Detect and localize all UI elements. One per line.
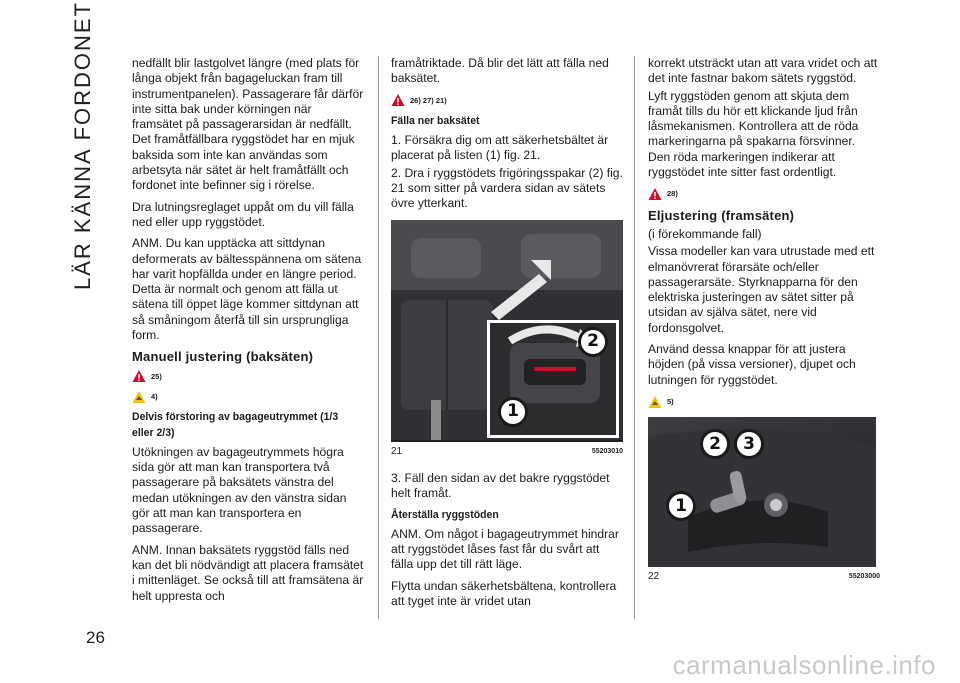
figure-code: 55203010	[591, 447, 623, 455]
callout-1: 1	[498, 397, 528, 427]
warning-ref-number: 28)	[667, 189, 678, 199]
paragraph: ANM. Du kan upptäcka att sittdynan deformerats av bältesspännena om sätena har varit hopfällda under en längre period. Detta är normalt och genom att fälla ut sätena till öppet läge kommer sittdynan att så småningom återfå till sin ursprungliga form.	[132, 236, 362, 343]
callout-2: 2	[578, 327, 608, 357]
warning-triangle-icon	[391, 93, 405, 107]
subheading: Återställa ryggstöden	[391, 508, 499, 521]
paragraph: ANM. Innan baksätets ryggstöd fälls ned kan det bli nödvändigt att placera framsätet i mittenläget. Se också till att framsätena är helt uppresta och	[132, 542, 364, 603]
section-heading: Eljustering (framsäten)	[648, 207, 795, 223]
figure-caption	[391, 444, 623, 459]
column-2	[391, 56, 623, 615]
subheading: Fälla ner baksätet	[391, 114, 480, 127]
figure-number: 21	[391, 445, 403, 457]
paragraph: framåtriktade. Då blir det lätt att fälla ned baksätet.	[391, 56, 609, 86]
note-triangle-icon	[648, 395, 662, 409]
paragraph: 2. Dra i ryggstödets frigöringsspakar (2) fig. 21 som sitter på vardera sidan av sätets övre ytterkant.	[391, 165, 623, 211]
page-number: 26	[86, 628, 105, 647]
figure-21-inset	[487, 320, 619, 438]
section-heading: Manuell justering (baksäten)	[132, 349, 314, 365]
column-divider	[378, 56, 379, 619]
column-3	[648, 56, 880, 597]
paragraph: Dra lutningsreglaget uppåt om du vill fälla ned eller upp ryggstödet.	[132, 199, 354, 229]
warning-reference	[648, 186, 880, 201]
column-divider	[634, 56, 635, 619]
note-triangle-icon	[132, 390, 146, 404]
warning-triangle-icon	[132, 369, 146, 383]
paragraph: Utökningen av bagageutrymmets högra sida gör att man kan transportera två passagerare på baksätets vänstra del medan utökningen av den vänstra sidan gör att man kan transportera en passagerare.	[132, 444, 347, 536]
warning-reference	[132, 369, 364, 384]
figure-code: 55203000	[848, 573, 880, 581]
column-1	[132, 56, 364, 610]
note-reference	[648, 394, 880, 409]
paragraph: ANM. Om något i bagageutrymmet hindrar att ryggstödet låses fast får du svårt att fälla upp det till rätt läge.	[391, 526, 619, 572]
note-ref-number: 5)	[667, 396, 674, 406]
paragraph: Lyft ryggstöden genom att skjuta dem framåt tills du hör ett klickande ljud från låsmekanismen. Kontrollera att de röda markeringarna på spakarna försvinner. Den röda markeringen indikerar att ryggstödet inte sitter fast ordentligt.	[648, 88, 859, 180]
side-title: LÄR KÄNNA FORDONET	[70, 0, 95, 290]
figure-21-photo	[391, 220, 623, 442]
warning-ref-numbers: 26) 27) 21)	[410, 95, 447, 105]
callout-1: 1	[666, 491, 696, 521]
callout-2: 2	[700, 429, 730, 459]
watermark: carmanualsonline.info	[672, 650, 936, 680]
paragraph: 1. Försäkra dig om att säkerhetsbältet är placerat på listen (1) fig. 21.	[391, 133, 609, 163]
paragraph: Använd dessa knappar för att justera höjden (på vissa versioner), djupet och lutningen för ryggstödet.	[648, 342, 856, 387]
paragraph: Flytta undan säkerhetsbältena, kontrollera att tyget inte är vridet utan	[391, 578, 617, 609]
callout-3: 3	[734, 429, 764, 459]
warning-reference	[391, 93, 623, 108]
warning-triangle-icon	[648, 187, 662, 201]
subheading: Delvis förstoring av bagageutrymmet (1/3 eller 2/3)	[132, 411, 339, 439]
paragraph: 3. Fäll den sidan av det bakre ryggstödet helt framåt.	[391, 470, 610, 501]
figure-number: 22	[648, 571, 660, 583]
warning-ref-number: 25)	[151, 371, 162, 381]
figure-22-photo	[648, 417, 876, 567]
figure-caption	[648, 569, 880, 584]
paragraph: Vissa modeller kan vara utrustade med ett elmanövrerat förarsäte och/eller passagerarsäte. Styrknapparna för den elektriska justeringen av sätet sitter på utsidan av själva sätet, nere vid fordonsgolvet.	[648, 244, 875, 335]
note-ref-number: 4)	[151, 391, 158, 401]
paragraph: nedfällt blir lastgolvet längre (med plats för långa objekt från bagageluckan fram till instrumentpanelen). Passagerare får därför inte sitta bak under körningen när framsätet på passagerarsidan är nedfällt. Det framåtfällbara ryggstödet har en mjuk baksida som inte kan användas som arbetsyta när sätet är helt framåtfällt och fordonet inte befinner sig i rörelse.	[132, 56, 364, 193]
note-reference	[132, 389, 364, 404]
paragraph: korrekt utsträckt utan att vara vridet och att det inte fastnar bakom sätets ryggstöd.	[648, 56, 878, 86]
paragraph: (i förekommande fall)	[648, 226, 762, 241]
